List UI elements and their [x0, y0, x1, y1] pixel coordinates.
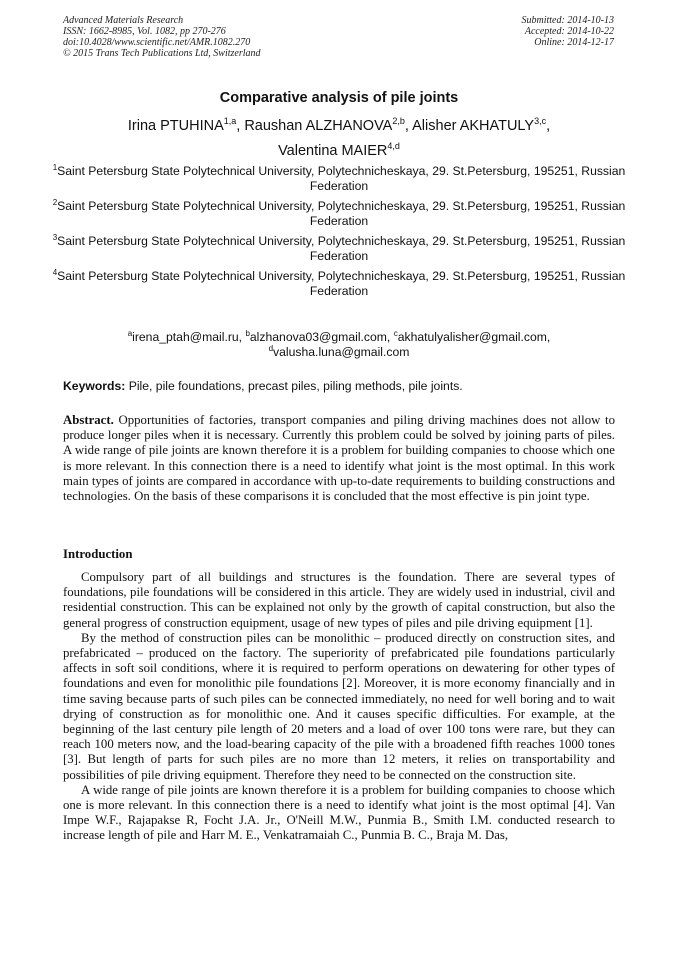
affiliation-sup: 4	[52, 267, 58, 277]
author-sup: 2,b	[392, 116, 405, 127]
affiliation-sup: 3	[52, 232, 58, 242]
affiliation-sup: 2	[52, 197, 58, 207]
abstract-text: Opportunities of factories, transport companies and piling driving machines does not allow to produce longer piles when it is necessary. Currently this problem could be solved by joining parts of piles. A wide range of pile joints are known therefore it is a problem for building companies to choose which one is more relevant. In this connection there is a need to identify what joint is the most optimal. In this work main types of joints are compared in accordance with up-to-date requirements to building constructions and technologies. On the basis of these comparisons it is concluded that the most effective is pin joint type.	[63, 413, 615, 504]
affiliation-text: Saint Petersburg State Polytechnical University, Polytechnicheskaya, 29. St.Petersburg, 195251, Russian Federation	[57, 164, 626, 193]
author-name: Raushan ALZHANOVA	[244, 118, 393, 134]
keywords	[63, 379, 615, 393]
dates-info	[522, 15, 615, 48]
keywords-text: Pile, pile foundations, precast piles, piling methods, pile joints.	[125, 379, 463, 393]
email-sup: a	[127, 328, 133, 338]
introduction-body	[63, 570, 615, 844]
copyright-line: © 2015 Trans Tech Publications Ltd, Switzerland	[63, 48, 261, 59]
journal-info	[63, 15, 261, 59]
accepted-date: Accepted: 2014-10-22	[524, 26, 614, 37]
section-heading-introduction: Introduction	[63, 547, 133, 561]
issn-line: ISSN: 1662-8985, Vol. 1082, pp 270-276	[63, 26, 226, 37]
submitted-date: Submitted: 2014-10-13	[521, 15, 614, 26]
email-sup: d	[268, 343, 274, 353]
author-name: Alisher AKHATULY	[412, 118, 535, 134]
keywords-label: Keywords:	[63, 379, 126, 393]
affiliation-text: Saint Petersburg State Polytechnical University, Polytechnicheskaya, 29. St.Petersburg, 195251, Russian Federation	[57, 199, 626, 228]
affiliation	[40, 234, 638, 263]
email-list	[40, 330, 638, 359]
email-address: irena_ptah@mail.ru,	[132, 330, 246, 344]
affiliation	[40, 199, 638, 228]
author-name: Valentina MAIER	[278, 143, 388, 159]
paragraph: By the method of construction piles can be monolithic – produced directly on construction sites, and prefabricated – produced on the factory. The superiority of prefabricated pile foundations particularly affects in soft soil conditions, where it is required to perform operations on dewatering for other types of foundations and even for monolithic pile foundations [2]. Moreover, it is more economy financially and in time saving because parts of such piles can be connected immediately, no need for well boring and to wait drying of construction as for monolithic one. And it causes specific difficulties. For example, at the beginning of the last century pile length of 20 meters and a load of over 100 tons were rare, but they can reach 100 meters now, and the load-bearing capacity of the pile with a broadened fifth reaches 1000 tones [3]. But length of parts for such piles are no more than 12 meters, it relies on transportability and possibilities of pile driving equipment. Therefore they need to be connected on the construction site.	[63, 630, 615, 782]
online-date: Online: 2014-12-17	[534, 37, 614, 48]
abstract-label: Abstract.	[63, 413, 114, 427]
email-address: alzhanova03@gmail.com,	[249, 330, 394, 344]
author-sup: 4,d	[387, 141, 400, 152]
affiliation	[40, 164, 638, 193]
email-address: valusha.luna@gmail.com	[273, 344, 410, 359]
author-sup: 3,c	[534, 116, 547, 127]
email-address: akhatulyalisher@gmail.com,	[397, 330, 551, 344]
affiliation-text: Saint Petersburg State Polytechnical University, Polytechnicheskaya, 29. St.Petersburg, 195251, Russian Federation	[57, 269, 626, 298]
author-sup: 1,a	[223, 116, 237, 127]
author-list: Irina PTUHINA$^{1,a}$, Raushan ALZHANOVA$^{2,b}$, Alisher AKHATULY$^{3,c}$, Valentina MAIER$^{4,d}$	[127, 116, 551, 159]
affiliation	[40, 269, 638, 298]
affiliation-list	[40, 164, 638, 304]
email-sup: c	[393, 328, 398, 338]
affiliation-text: Saint Petersburg State Polytechnical University, Polytechnicheskaya, 29. St.Petersburg, 195251, Russian Federation	[57, 234, 626, 263]
email-sup: b	[245, 328, 250, 338]
doi-line: doi:10.4028/www.scientific.net/AMR.1082.270	[63, 37, 251, 48]
abstract	[63, 413, 615, 504]
journal-name: Advanced Materials Research	[63, 15, 184, 26]
paragraph: Compulsory part of all buildings and structures is the foundation. There are several types of foundations, pile foundations will be considered in this article. They are widely used in industrial, civil and residential construction. This can be explained not only by the growth of capital construction, but also the general progress of construction equipment, usage of new types of piles and pile driving equipment [1].	[63, 570, 615, 630]
affiliation-sup: 1	[52, 162, 58, 172]
author-name: Irina PTUHINA	[127, 118, 224, 134]
paper-title: Comparative analysis of pile joints	[219, 90, 459, 106]
paragraph: A wide range of pile joints are known therefore it is a problem for building companies to choose which one is more relevant. In this connection there is a need to identify what joint is the most optimal [4]. Van Impe W.F., Rajapakse R, Focht J.A. Jr., O'Neill M.W., Punmia B., Smith I.M. conducted research to increase length of pile and Harr M. E., Venkatramaiah C., Punmia B. C., Braja M. Das,	[63, 782, 615, 843]
